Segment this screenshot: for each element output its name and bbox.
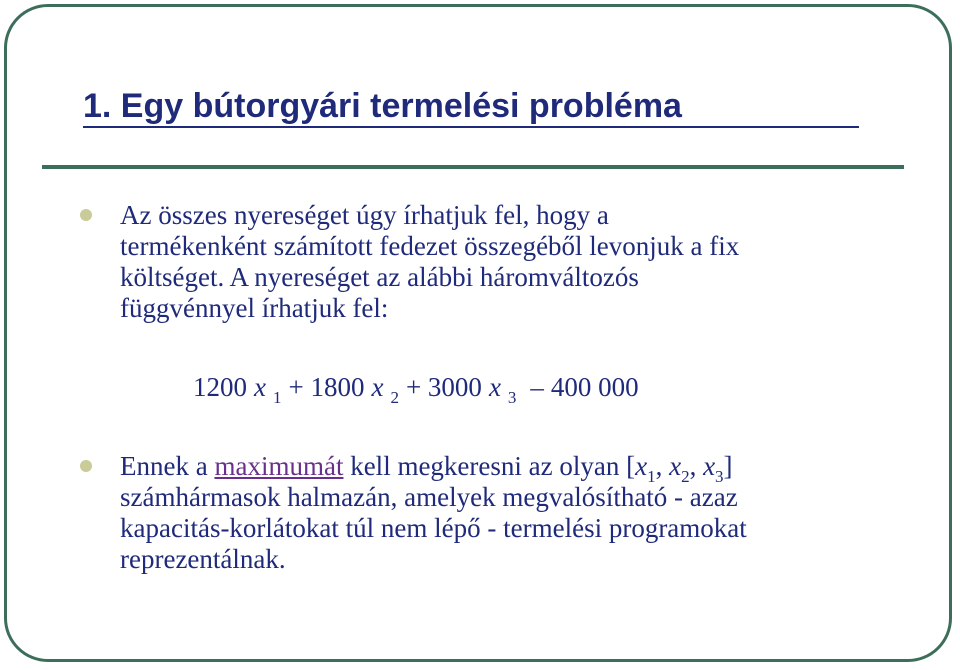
paragraph-text: kell megkeresni az olyan [ <box>343 451 636 481</box>
tuple-separator: , <box>655 451 670 481</box>
bullet-dot-icon <box>80 460 92 472</box>
formula-variable: x <box>254 372 266 402</box>
bullet-paragraph-1 <box>120 200 910 324</box>
formula-constant: 400 000 <box>550 372 639 402</box>
formula-subscript: 3 <box>507 388 517 407</box>
maximum-link[interactable]: maximumát <box>214 451 344 481</box>
paragraph-line: számhármasok halmazán, amelyek megvalósítható - azaz <box>120 482 738 512</box>
formula-subscript: 2 <box>390 388 399 407</box>
tuple-variable: x <box>703 451 716 481</box>
tuple-separator: , <box>689 451 704 481</box>
slide-frame <box>4 4 952 662</box>
tuple-variable: x <box>635 451 648 481</box>
paragraph-line: reprezentálnak. <box>120 544 286 574</box>
paragraph-line: kapacitás-korlátokat túl nem lépő - termelési programokat <box>120 513 747 543</box>
formula-variable: x <box>371 372 384 402</box>
paragraph-line: költséget. A nyereséget az alábbi háromváltozós <box>120 262 639 292</box>
profit-formula <box>193 372 639 407</box>
formula-term: + 3000 <box>405 372 482 402</box>
paragraph-line: termékenként számított fedezet összegéből levonjuk a fix <box>120 231 740 261</box>
bullet-paragraph-2 <box>120 451 910 575</box>
formula-coefficient: 1200 <box>193 372 247 402</box>
formula-minus: – <box>530 372 544 402</box>
tuple-close: ] <box>723 451 733 481</box>
tuple-subscript: 2 <box>681 467 690 486</box>
formula-variable: x <box>488 372 501 402</box>
paragraph-line: függvénnyel írhatjuk fel: <box>120 293 389 323</box>
formula-term: + 1800 <box>288 372 365 402</box>
paragraph-line <box>120 451 910 486</box>
bullet-dot-icon <box>80 209 92 221</box>
paragraph-line: Az összes nyereséget úgy írhatjuk fel, hogy a <box>120 200 609 230</box>
tuple-subscript: 1 <box>647 467 656 486</box>
slide-title: 1. Egy bútorgyári termelési probléma <box>83 87 682 125</box>
formula-subscript: 1 <box>272 388 282 407</box>
tuple-subscript: 3 <box>715 467 724 486</box>
divider-line <box>42 165 904 169</box>
title-underline <box>83 126 859 128</box>
tuple-variable: x <box>669 451 682 481</box>
paragraph-text: Ennek a <box>120 451 215 481</box>
